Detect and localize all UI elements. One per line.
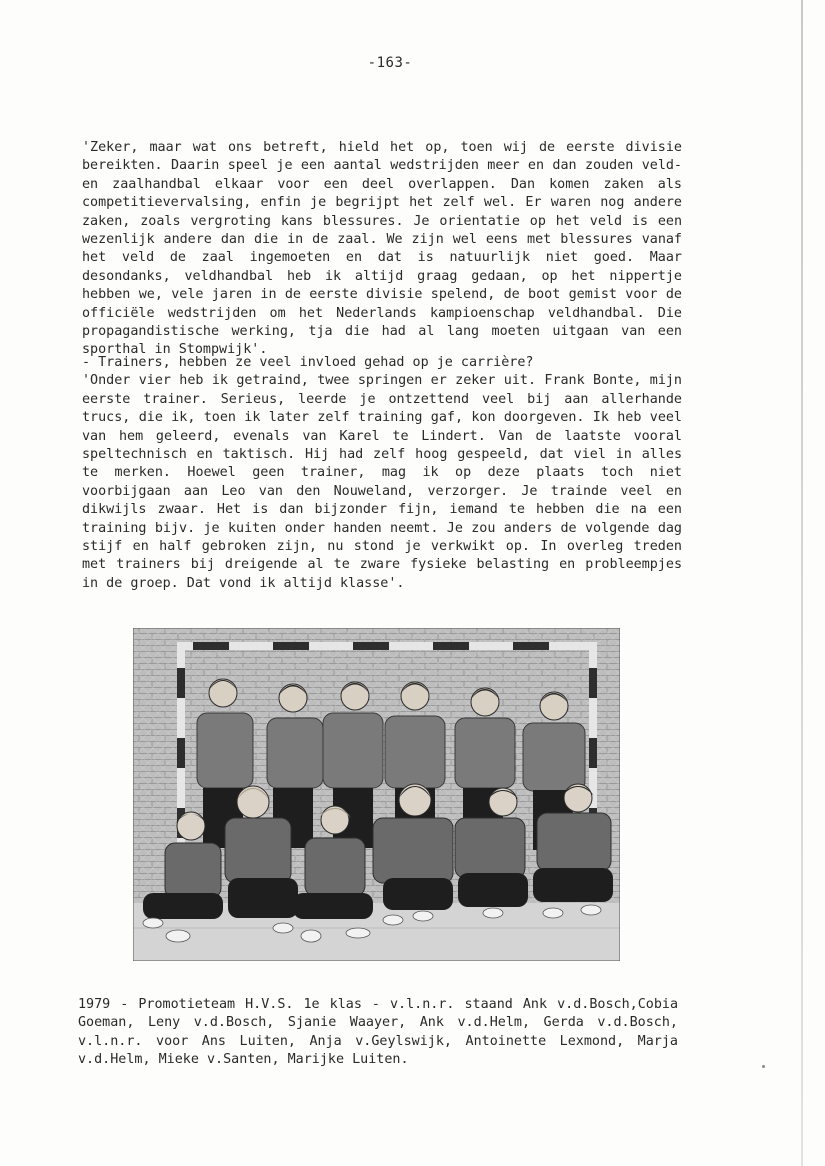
- interview-answer-veldhandbal: [82, 139, 682, 360]
- page-edge: [801, 0, 803, 1166]
- page-number: -163-: [367, 55, 413, 71]
- photo-caption: 1979 - Promotieteam H.V.S. 1e klas - v.l.n.r. staand Ank v.d.Bosch,Cobia Goeman, Leny v.d.Bosch, Sjanie Waayer, Ank v.d.Helm, Gerda v.d.Bosch, v.l.n.r. voor Ans Luiten, Anja v.Geylswijk, Antoinette Lexmond, Marja v.d.Helm, Mieke v.Santen, Marijke Luiten.: [78, 997, 678, 1068]
- scan-speck: [762, 1065, 765, 1068]
- interview-trainers-section: [82, 354, 682, 593]
- paragraph-1: 'Zeker, maar wat ons betreft, hield het op, toen wij de eerste divisie bereikten. Daarin speel je een aantal wedstrijden meer en dan zouden veld- en zaalhandbal elkaar voor een deel overlappen. Dan komen zaken als competitievervalsing, enfin je begrijpt het zelf wel. Er waren nog andere zaken, zoals vergroting kans blessures. Je orientatie op het veld is een wezenlijk andere dan die in de zaal. We zijn wel eens met blessures vanaf het veld de zaal ingemoeten en dat is natuurlijk niet goed. Maar desondanks, veldhandbal heb ik altijd graag gedaan, op het nippertje hebben we, vele jaren in de eerste divisie spelend, de boot gemist voor de officiële wedstrijden om het Nederlands kampioenschap veldhandbal. Die propagandistische werking, tja die had al lang moeten uitgaan van een sporthal in Stompwijk'.: [82, 140, 682, 358]
- team-photo-image: [133, 628, 620, 961]
- team-photo: [133, 628, 620, 961]
- question-trainers: - Trainers, hebben ze veel invloed gehad op je carrière?: [82, 355, 534, 370]
- paragraph-2: 'Onder vier heb ik getraind, twee springen er zeker uit. Frank Bonte, mijn eerste trainer. Serieus, leerde je ontzettend veel bij aan allerhande trucs, die ik, toen ik later zelf training gaf, kon doorgeven. Ik heb veel van hem geleerd, evenals van Karel te Lindert. Van de laatste vooral speltechnisch en taktisch. Hij had zelf hoog gespeeld, dat viel in alles te merken. Hoewel geen trainer, mag ik op deze plaats toch niet voorbijgaan aan Leo van den Nouweland, verzorger. Je trainde veel en dikwijls zwaar. Het is dan bijzonder fijn, iemand te hebben die na een training bijv. je kuiten onder handen neemt. Je zou anders de volgende dag stijf en half gebroken zijn, nu stond je verkwikt op. In overleg treden met trainers bij dreigende al te zware fysieke belasting en probleempjes in de groep. Dat vond ik altijd klasse'.: [82, 373, 682, 591]
